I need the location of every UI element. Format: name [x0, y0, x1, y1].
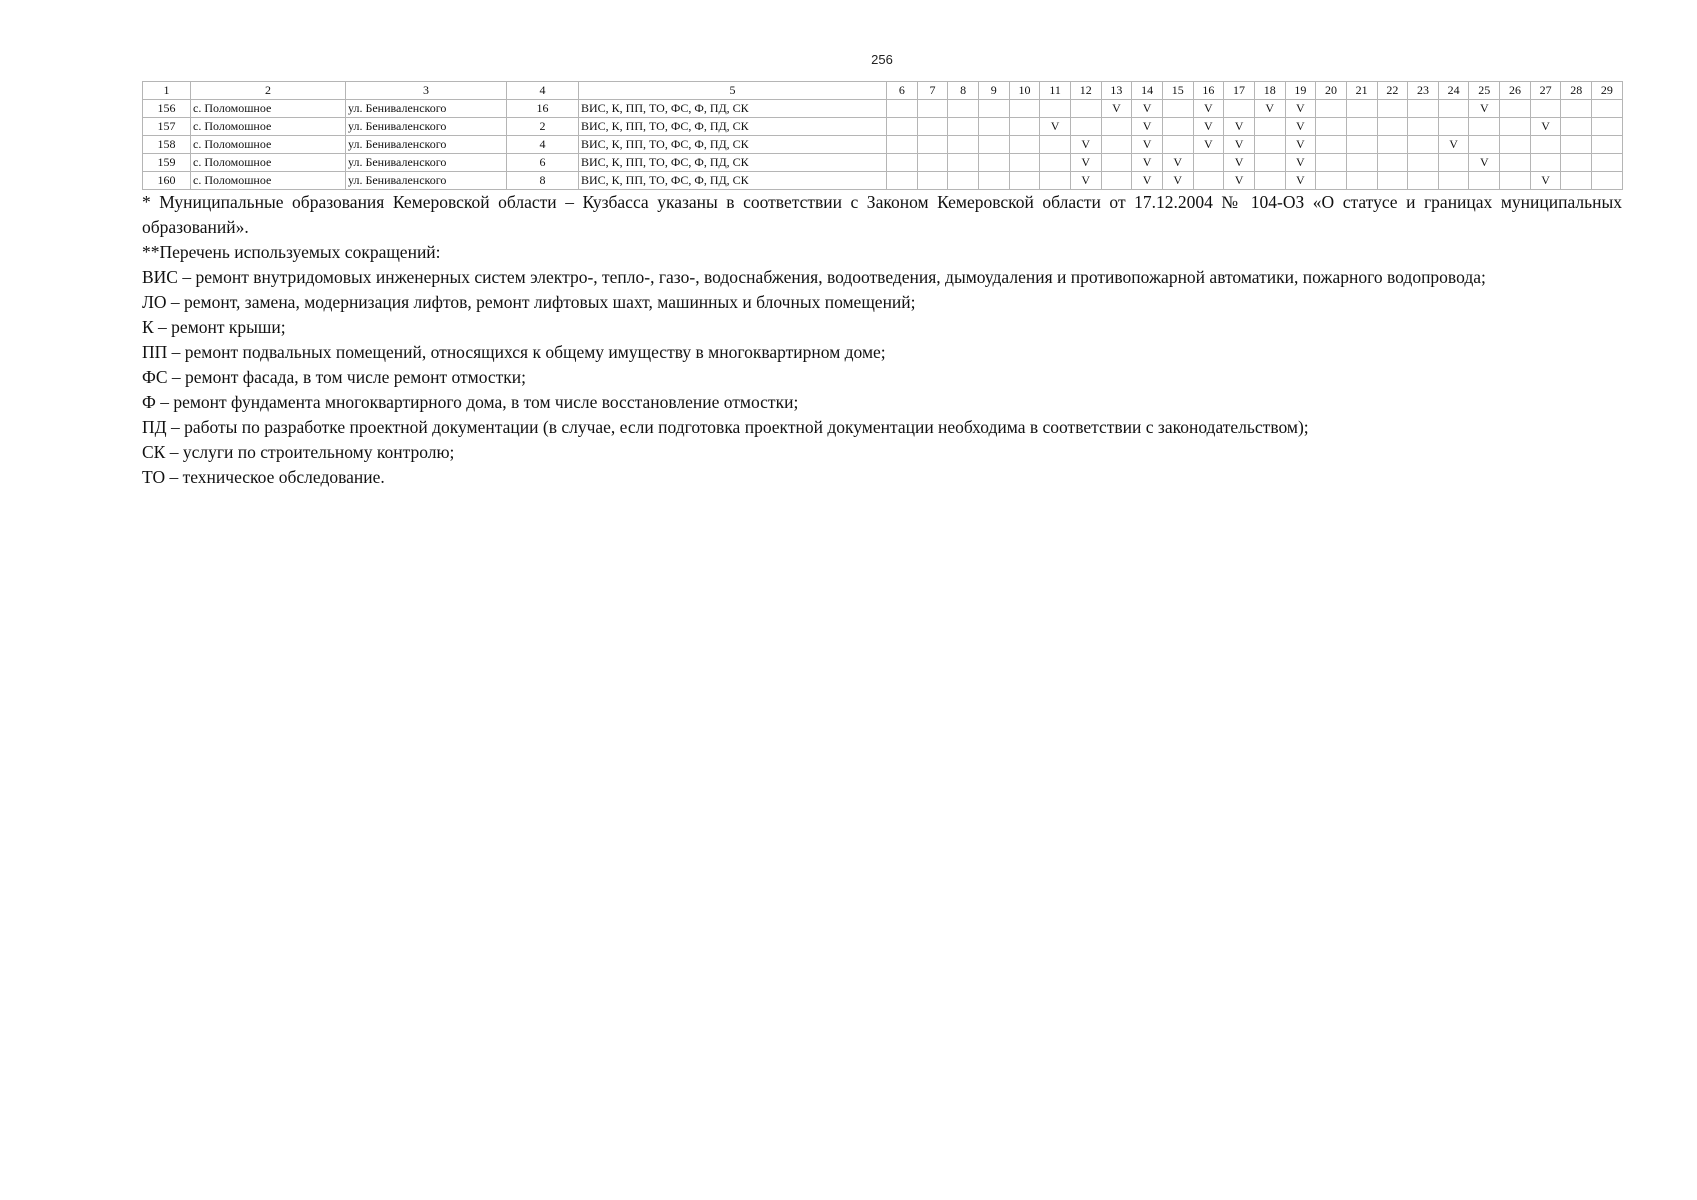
table-cell [1500, 154, 1531, 172]
table-cell [1377, 136, 1408, 154]
column-header-7: 7 [917, 82, 948, 100]
table-body [143, 100, 1623, 190]
column-header-21: 21 [1346, 82, 1377, 100]
column-header-13: 13 [1101, 82, 1132, 100]
housing-repair-table [142, 81, 1623, 190]
table-cell [1009, 100, 1040, 118]
table-cell [1009, 118, 1040, 136]
table-cell [1592, 100, 1623, 118]
table-cell [1101, 154, 1132, 172]
table-cell [978, 100, 1009, 118]
table-cell: V [1070, 136, 1101, 154]
column-header-18: 18 [1254, 82, 1285, 100]
table-cell: V [1193, 100, 1224, 118]
table-row [143, 136, 1623, 154]
column-header-26: 26 [1500, 82, 1531, 100]
abbreviation-lo: ЛО – ремонт, замена, модернизация лифтов, ремонт лифтовых шахт, машинных и блочных помещений; [142, 292, 916, 312]
abbreviation-k: К – ремонт крыши; [142, 317, 286, 337]
table-cell: 6 [507, 154, 579, 172]
table-cell: ВИС, К, ПП, ТО, ФС, Ф, ПД, СК [579, 118, 887, 136]
table-cell: 16 [507, 100, 579, 118]
table-cell: ул. Бениваленского [346, 100, 507, 118]
table-cell [1346, 100, 1377, 118]
table-cell [1316, 100, 1347, 118]
table-cell [1346, 118, 1377, 136]
table-cell [1561, 100, 1592, 118]
table-cell [917, 154, 948, 172]
table-cell [887, 118, 918, 136]
table-cell [1592, 172, 1623, 190]
column-header-2: 2 [191, 82, 346, 100]
table-cell [1530, 100, 1561, 118]
table-cell [978, 172, 1009, 190]
table-cell [1346, 136, 1377, 154]
table-cell [1438, 100, 1469, 118]
table-cell: V [1224, 118, 1255, 136]
table-cell: V [1285, 154, 1316, 172]
column-header-22: 22 [1377, 82, 1408, 100]
table-cell [1500, 118, 1531, 136]
page-number: 256 [871, 52, 893, 67]
table-cell [1408, 172, 1439, 190]
table-cell [948, 100, 979, 118]
abbreviation-vis: ВИС – ремонт внутридомовых инженерных систем электро-, тепло-, газо-, водоснабжения, водоотведения, дымоудаления и противопожарной автоматики, пожарного водопровода; [142, 267, 1486, 287]
table-cell [1592, 136, 1623, 154]
table-cell [1162, 100, 1193, 118]
table-cell [948, 172, 979, 190]
table-cell [1316, 136, 1347, 154]
table-cell: ВИС, К, ПП, ТО, ФС, Ф, ПД, СК [579, 154, 887, 172]
column-header-15: 15 [1162, 82, 1193, 100]
table-cell [1040, 154, 1071, 172]
table-cell: 157 [143, 118, 191, 136]
table-row [143, 172, 1623, 190]
abbreviation-sk: СК – услуги по строительному контролю; [142, 442, 455, 462]
table-row [143, 100, 1623, 118]
footnotes [142, 190, 1622, 490]
table-cell: V [1132, 118, 1163, 136]
table-cell: 4 [507, 136, 579, 154]
table-cell: V [1132, 172, 1163, 190]
column-header-3: 3 [346, 82, 507, 100]
table-row [143, 118, 1623, 136]
table-cell [978, 118, 1009, 136]
table-cell [1346, 172, 1377, 190]
table-cell [1070, 100, 1101, 118]
table-cell: V [1193, 136, 1224, 154]
table-cell [1070, 118, 1101, 136]
table-cell: V [1285, 100, 1316, 118]
table-cell: с. Поломошное [191, 118, 346, 136]
column-header-6: 6 [887, 82, 918, 100]
table-cell [1377, 172, 1408, 190]
column-header-5: 5 [579, 82, 887, 100]
table-cell [1193, 154, 1224, 172]
table-cell [1469, 136, 1500, 154]
table-cell [1500, 172, 1531, 190]
table-cell [1561, 172, 1592, 190]
table-cell [1040, 172, 1071, 190]
table-cell [1469, 118, 1500, 136]
table-cell: V [1162, 154, 1193, 172]
table-cell [1561, 154, 1592, 172]
table-cell: V [1162, 172, 1193, 190]
column-header-8: 8 [948, 82, 979, 100]
table-cell [1377, 118, 1408, 136]
table-cell [1592, 154, 1623, 172]
column-header-20: 20 [1316, 82, 1347, 100]
table-cell: V [1530, 118, 1561, 136]
table-cell: V [1132, 136, 1163, 154]
table-cell [1408, 154, 1439, 172]
table-cell [1101, 118, 1132, 136]
table-cell: ул. Бениваленского [346, 154, 507, 172]
table-cell: V [1040, 118, 1071, 136]
abbreviations-heading: **Перечень используемых сокращений: [142, 242, 441, 262]
abbreviation-f: Ф – ремонт фундамента многоквартирного дома, в том числе восстановление отмостки; [142, 392, 799, 412]
table-cell: V [1224, 154, 1255, 172]
table-cell [1408, 118, 1439, 136]
table-cell [948, 136, 979, 154]
table-cell: ул. Бениваленского [346, 136, 507, 154]
table-cell [1009, 136, 1040, 154]
table-cell [1009, 154, 1040, 172]
table-cell [887, 154, 918, 172]
table-cell: V [1070, 154, 1101, 172]
table-cell [887, 100, 918, 118]
column-header-9: 9 [978, 82, 1009, 100]
column-header-11: 11 [1040, 82, 1071, 100]
table-cell: V [1285, 118, 1316, 136]
table-cell [1316, 154, 1347, 172]
abbreviation-fs: ФС – ремонт фасада, в том числе ремонт отмостки; [142, 367, 527, 387]
table-cell [887, 136, 918, 154]
table-cell: V [1469, 154, 1500, 172]
table-cell [1254, 154, 1285, 172]
table-cell [917, 100, 948, 118]
column-header-29: 29 [1592, 82, 1623, 100]
table-cell [1224, 100, 1255, 118]
table-cell [1254, 118, 1285, 136]
table-cell [978, 154, 1009, 172]
table-cell: с. Поломошное [191, 136, 346, 154]
table-cell: V [1101, 100, 1132, 118]
table-cell [1040, 136, 1071, 154]
table-cell: 156 [143, 100, 191, 118]
table-cell [1561, 136, 1592, 154]
column-header-12: 12 [1070, 82, 1101, 100]
table-cell: V [1285, 136, 1316, 154]
column-header-27: 27 [1530, 82, 1561, 100]
table-cell [1530, 136, 1561, 154]
table-cell: V [1132, 154, 1163, 172]
table-cell [917, 172, 948, 190]
column-header-28: 28 [1561, 82, 1592, 100]
table-cell [1500, 100, 1531, 118]
table-cell [1438, 118, 1469, 136]
table-cell [1316, 172, 1347, 190]
table-cell: V [1132, 100, 1163, 118]
abbreviation-pp: ПП – ремонт подвальных помещений, относящихся к общему имуществу в многоквартирном доме; [142, 342, 886, 362]
table-cell [1101, 136, 1132, 154]
column-header-19: 19 [1285, 82, 1316, 100]
table-cell: с. Поломошное [191, 172, 346, 190]
table-cell [1316, 118, 1347, 136]
table-cell [1162, 136, 1193, 154]
column-header-24: 24 [1438, 82, 1469, 100]
table-cell [1500, 136, 1531, 154]
column-header-17: 17 [1224, 82, 1255, 100]
table-cell [1162, 118, 1193, 136]
abbreviation-to: ТО – техническое обследование. [142, 467, 385, 487]
table-cell [948, 118, 979, 136]
table-row [143, 154, 1623, 172]
table-cell: ул. Бениваленского [346, 172, 507, 190]
table-cell [1040, 100, 1071, 118]
table-cell: V [1070, 172, 1101, 190]
table-cell [978, 136, 1009, 154]
table-cell [1408, 136, 1439, 154]
table-cell: V [1254, 100, 1285, 118]
table-cell [1561, 118, 1592, 136]
table-cell [1592, 118, 1623, 136]
table-cell [1377, 100, 1408, 118]
column-header-1: 1 [143, 82, 191, 100]
column-header-14: 14 [1132, 82, 1163, 100]
table-cell: ВИС, К, ПП, ТО, ФС, Ф, ПД, СК [579, 172, 887, 190]
table-cell [1530, 154, 1561, 172]
column-header-4: 4 [507, 82, 579, 100]
table-cell: V [1469, 100, 1500, 118]
table-cell: 8 [507, 172, 579, 190]
table-cell: с. Поломошное [191, 100, 346, 118]
table-cell: V [1530, 172, 1561, 190]
table-cell: 2 [507, 118, 579, 136]
table-cell: V [1285, 172, 1316, 190]
table-cell: 160 [143, 172, 191, 190]
table-cell [887, 172, 918, 190]
table-cell: с. Поломошное [191, 154, 346, 172]
table-cell [1438, 172, 1469, 190]
column-header-10: 10 [1009, 82, 1040, 100]
column-header-23: 23 [1408, 82, 1439, 100]
table-cell [1346, 154, 1377, 172]
table-cell [1101, 172, 1132, 190]
abbreviation-pd: ПД – работы по разработке проектной документации (в случае, если подготовка проектной документации необходима в соответствии с законодательством); [142, 417, 1309, 437]
column-header-25: 25 [1469, 82, 1500, 100]
table-cell [917, 118, 948, 136]
table-cell: V [1193, 118, 1224, 136]
table-cell [1009, 172, 1040, 190]
table-cell [1408, 100, 1439, 118]
table-cell [1254, 172, 1285, 190]
table-cell: ул. Бениваленского [346, 118, 507, 136]
table-cell [1469, 172, 1500, 190]
column-header-16: 16 [1193, 82, 1224, 100]
table-cell: V [1224, 136, 1255, 154]
table-header-row [143, 82, 1623, 100]
table-cell: 158 [143, 136, 191, 154]
table-cell [948, 154, 979, 172]
table-cell [1438, 154, 1469, 172]
table-cell [1377, 154, 1408, 172]
table-cell [1254, 136, 1285, 154]
footnote-municipal: * Муниципальные образования Кемеровской области – Кузбасса указаны в соответствии с Законом Кемеровской области от 17.12.2004 № 104-ОЗ «О статусе и границах муниципальных образований». [142, 192, 1622, 237]
table-cell: V [1224, 172, 1255, 190]
table-cell [917, 136, 948, 154]
table-cell: ВИС, К, ПП, ТО, ФС, Ф, ПД, СК [579, 136, 887, 154]
table-cell: ВИС, К, ПП, ТО, ФС, Ф, ПД, СК [579, 100, 887, 118]
table-cell [1193, 172, 1224, 190]
table-cell: 159 [143, 154, 191, 172]
table-cell: V [1438, 136, 1469, 154]
